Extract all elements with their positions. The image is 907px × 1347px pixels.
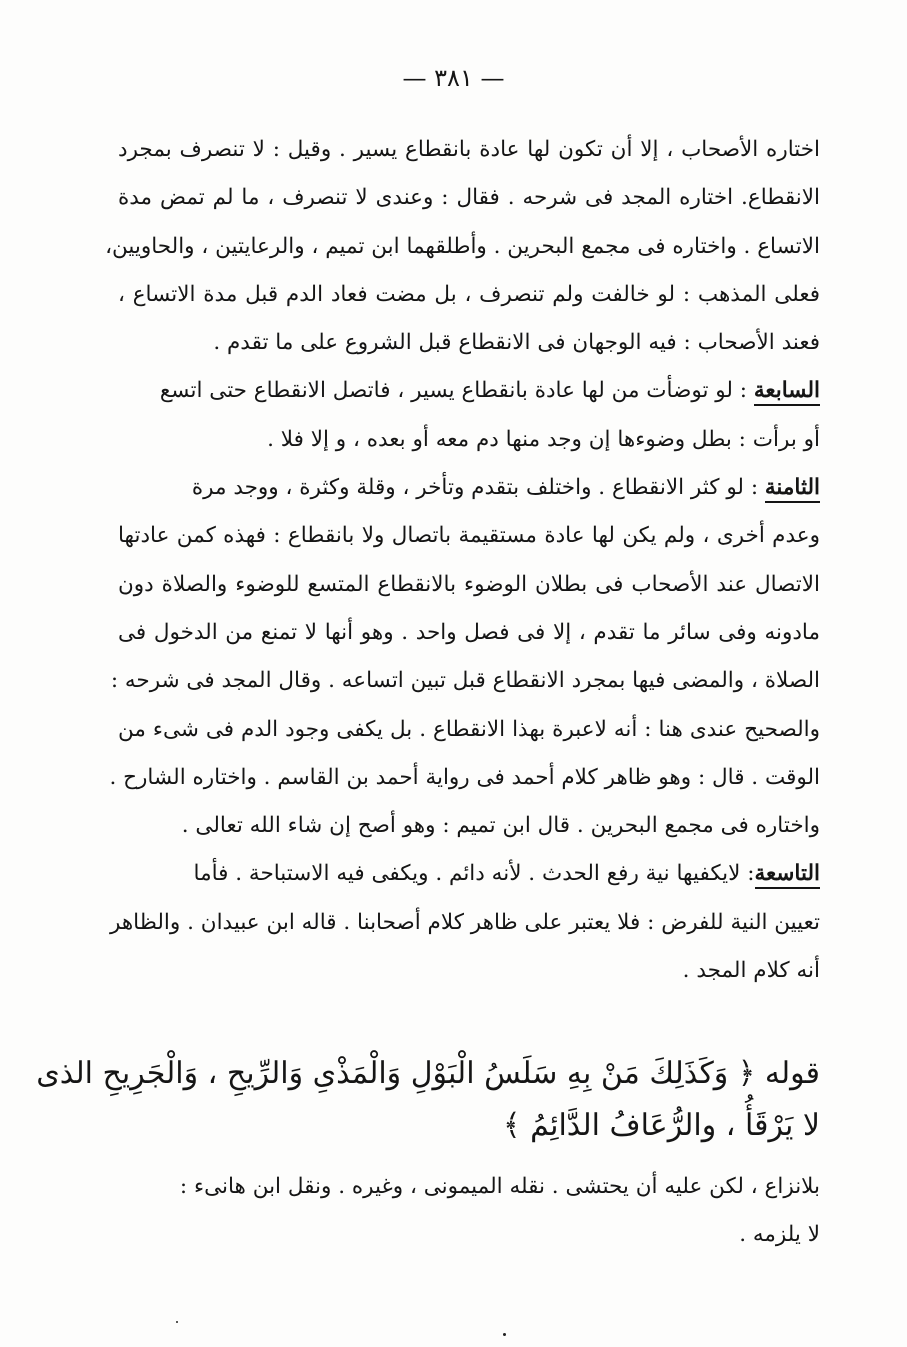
section-label-seventh: السابعة xyxy=(754,378,820,406)
section-label-eighth: الثامنة xyxy=(765,475,820,503)
body-line: الوقت . قال : وهو ظاهر كلام أحمد فى رواية أحمد بن القاسم . واختاره الشارح . xyxy=(109,764,820,790)
body-line: الانقطاع. اختاره المجد فى شرحه . فقال : وعندى لا تنصرف ، ما لم تمض مدة xyxy=(118,185,820,211)
scan-speck xyxy=(503,1333,506,1336)
paragraph-text: : لو توضأت من لها عادة بانقطاع يسير ، فاتصل الانقطاع حتى اتسع xyxy=(159,378,754,404)
section-label-ninth: التاسعة xyxy=(755,861,820,889)
paragraph-text: : لايكفيها نية رفع الحدث . لأنه دائم . ويكفى فيه الاستباحة . فأما xyxy=(193,861,755,887)
body-line: أنه كلام المجد . xyxy=(682,958,820,984)
body-line: مادونه وفى سائر ما تقدم ، إلا فى فصل واحد . وهو أنها لا تمنع من الدخول فى xyxy=(118,619,820,645)
body-line: تعيين النية للفرض : فلا يعتبر على ظاهر كلام أصحابنا . قاله ابن عبيدان . والظاهر xyxy=(109,909,820,935)
paragraph-text: : لو كثر الانقطاع . واختلف بتقدم وتأخر ، وقلة وكثرة ، ووجد مرة xyxy=(191,475,765,501)
paragraph-ninth xyxy=(118,850,820,898)
body-line: بلانزاع ، لكن عليه أن يحتشى . نقله الميمونى ، وغيره . ونقل ابن هانىء : xyxy=(179,1174,820,1199)
body-line: والصحيح عندى هنا : أنه لاعبرة بهذا الانقطاع . بل يكفى وجود الدم فى شىء من xyxy=(118,716,820,742)
body-line: فعند الأصحاب : فيه الوجهان فى الانقطاع قبل الشروع على ما تقدم . xyxy=(213,330,820,356)
body-line: الاتساع . واختاره فى مجمع البحرين . وأطلقهما ابن تميم ، والرعايتين ، والحاويين، xyxy=(105,233,820,259)
body-text xyxy=(105,126,820,995)
body-line: لا يلزمه . xyxy=(739,1222,820,1247)
body-line: الاتصال عند الأصحاب فى بطلان الوضوء بالانقطاع المتسع للوضوء والصلاة دون xyxy=(118,571,820,597)
body-line: الصلاة ، والمضى فيها بمجرد الانقطاع قبل تبين اتساعه . وقال المجد فى شرحه : xyxy=(110,668,820,694)
paragraph-seventh xyxy=(118,367,820,415)
body-line: فعلى المذهب : لو خالفت ولم تنصرف ، بل مضت فعاد الدم قبل مدة الاتساع ، xyxy=(118,281,820,307)
heading-line: قوله ﴿ وَكَذَلِكَ مَنْ بِهِ سَلَسُ الْبَوْلِ وَالْمَذْىِ وَالرِّيحِ ، وَالْجَرِيحِ الذى xyxy=(36,1056,820,1091)
body-line: واختاره فى مجمع البحرين . قال ابن تميم : وهو أصح إن شاء الله تعالى . xyxy=(181,813,820,839)
heading-line: لا يَرْقَأُ ، والرُّعَافُ الدَّائِمُ ﴾ xyxy=(503,1108,820,1143)
body-line: أو برأت : بطل وضوءها إن وجد منها دم معه أو بعده ، و إلا فلا . xyxy=(267,426,820,452)
page-number: — ٣٨١ — xyxy=(402,64,505,92)
body-line: اختاره الأصحاب ، إلا أن تكون لها عادة بانقطاع يسير . وقيل : لا تنصرف بمجرد xyxy=(118,137,820,162)
scan-speck xyxy=(176,1321,178,1323)
paragraph-eighth xyxy=(118,464,820,512)
body-line: وعدم أخرى ، ولم يكن لها عادة مستقيمة باتصال ولا بانقطاع : فهذه كمن عادتها xyxy=(118,523,820,549)
commentary-text xyxy=(118,1163,820,1259)
quoted-matn-heading xyxy=(36,1048,820,1152)
